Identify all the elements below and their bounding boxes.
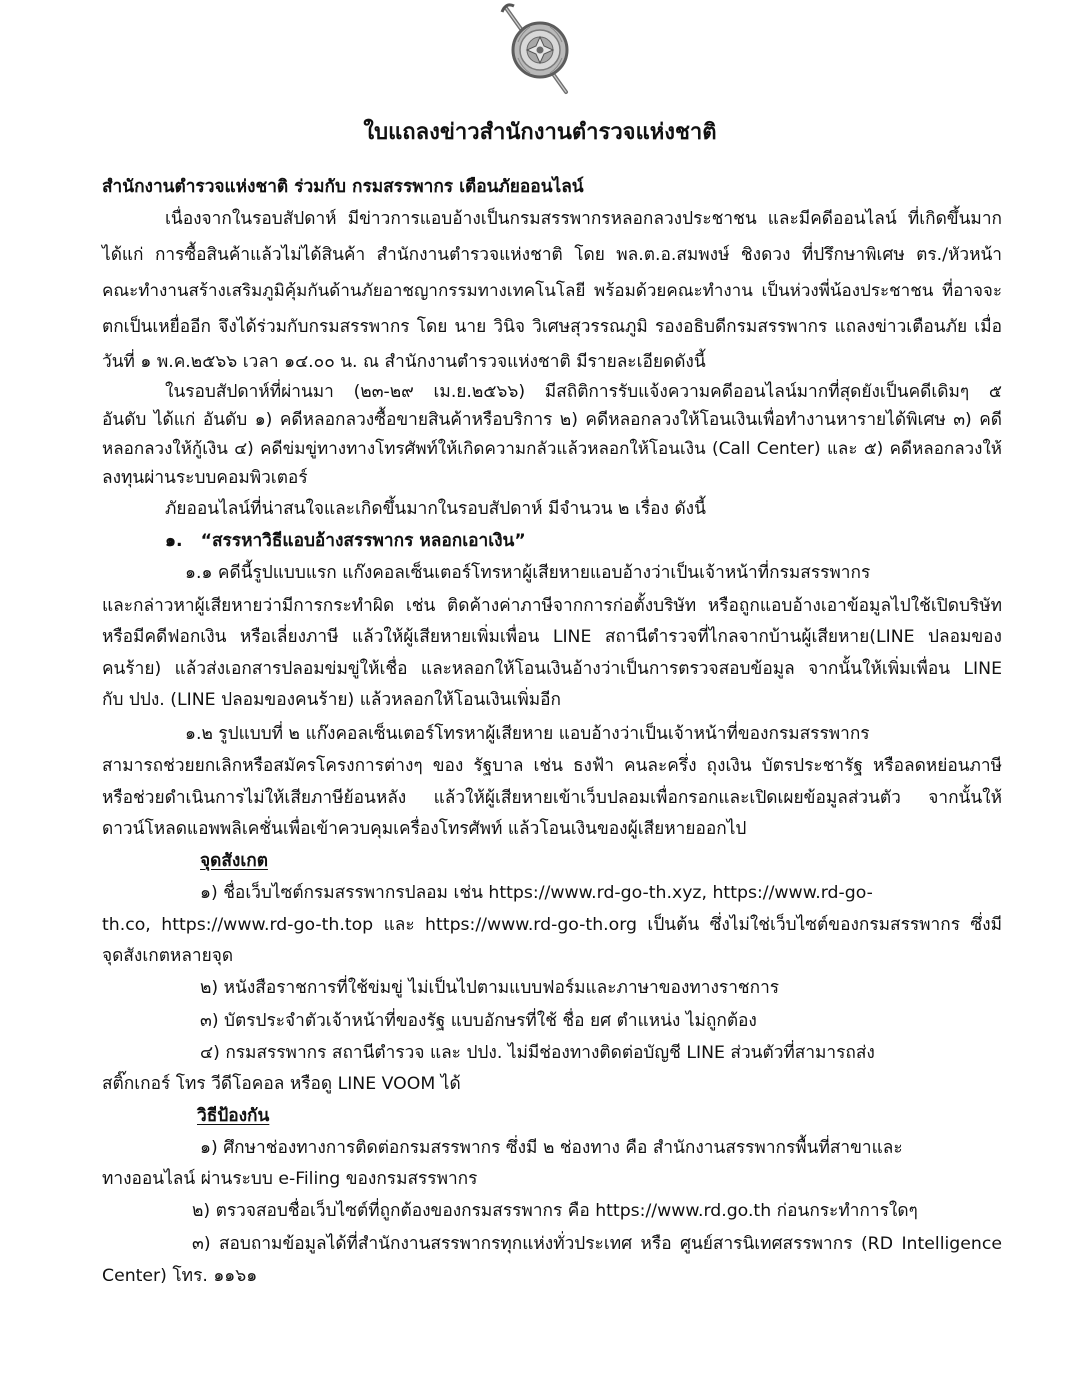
stats-line: อันดับ ได้แก่ อันดับ ๑) คดีหลอกลวงซื้อขายสินค้าหรือบริการ ๒) คดีหลอกลวงให้โอนเงินเพื่อทำงานหารายได้พิเศษ ๓) คดี (102, 410, 1002, 430)
headline: สำนักงานตำรวจแห่งชาติ ร่วมกับ กรมสรรพากร เตือนภัยออนไลน์ (102, 177, 584, 197)
case-2-line: ดาวน์โหลดแอพพลิเคชั่นเพื่อเข้าควบคุมเครื่องโทรศัพท์ แล้วโอนเงินของผู้เสียหายออกไป (102, 819, 747, 839)
stats-line: ลงทุนผ่านระบบคอมพิวเตอร์ (102, 468, 308, 488)
stats-line: หลอกลวงให้กู้เงิน ๔) คดีข่มขู่ทางทางโทรศัพท์ให้เกิดความกลัวแล้วหลอกให้โอนเงิน (Call Center) และ ๕) คดีหลอกลวงให้ (102, 439, 1002, 459)
case-1-line: และกล่าวหาผู้เสียหายว่ามีการกระทำผิด เช่น ติดค้างค่าภาษีจากการก่อตั้งบริษัท หรือถูกแอบอ้างเอาข้อมูลไปใช้เปิดบริษัท (102, 596, 1002, 616)
case-1-line: คนร้าย) แล้วส่งเอกสารปลอมข่มขู่ให้เชื่อ และหลอกให้โอนเงินอ้างว่าเป็นการตรวจสอบข้อมูล จากนั้นให้เพิ่มเพื่อน LINE (102, 659, 1002, 679)
section-1-number: ๑. (165, 531, 183, 551)
case-1-line: กับ ปปง. (LINE ปลอมของคนร้าย) แล้วหลอกให้โอนเงินเพิ่มอีก (102, 690, 562, 710)
case-1-line: ๑.๑ คดีนี้รูปแบบแรก แก๊งคอลเซ็นเตอร์โทรหาผู้เสียหายแอบอ้างว่าเป็นเจ้าหน้าที่กรมสรรพากร (185, 563, 871, 583)
prevention-item: ๓) สอบถามข้อมูลได้ที่สำนักงานสรรพากรทุกแห่งทั่วประเทศ หรือ ศูนย์สารนิเทศสรรพากร (RD Intelligence (192, 1234, 1002, 1254)
intro-line: คณะทำงานสร้างเสริมภูมิคุ้มกันด้านภัยอาชญากรรมทางเทคโนโลยี พร้อมด้วยคณะทำงาน เป็นห่วงพี่น้องประชาชน ที่อาจจะ (102, 281, 1002, 301)
observations-heading: จุดสังเกต (200, 851, 268, 871)
prevention-item: ๑) ศึกษาช่องทางการติดต่อกรมสรรพากร ซึ่งมี ๒ ช่องทาง คือ สำนักงานสรรพากรพื้นที่สาขาและ (200, 1138, 903, 1158)
observation-item: สติ๊กเกอร์ โทร วีดีโอคอล หรือดู LINE VOOM ได้ (102, 1074, 461, 1094)
case-2-line: สามารถช่วยยกเลิกหรือสมัครโครงการต่างๆ ของ รัฐบาล เช่น ธงฟ้า คนละครึ่ง ถุงเงิน บัตรประชารัฐ หรือลดหย่อนภาษี (102, 756, 1002, 776)
intro-line: เนื่องจากในรอบสัปดาห์ มีข่าวการแอบอ้างเป็นกรมสรรพากรหลอกลวงประชาชน และมีคดีออนไลน์ ที่เกิดขึ้นมาก (165, 209, 1002, 229)
section-1-heading (165, 530, 1065, 552)
intro-line: วันที่ ๑ พ.ค.๒๕๖๖ เวลา ๑๔.๐๐ น. ณ สำนักงานตำรวจแห่งชาติ มีรายละเอียดดังนี้ (102, 352, 706, 372)
case-1-line: หรือมีคดีฟอกเงิน หรือเลี่ยงภาษี แล้วให้ผู้เสียหายเพิ่มเพื่อน LINE สถานีตำรวจที่ไกลจากบ้านผู้เสียหาย(LINE ปลอมของ (102, 627, 1002, 647)
intro-line: ได้แก่ การซื้อสินค้าแล้วไม่ได้สินค้า สำนักงานตำรวจแห่งชาติ โดย พล.ต.อ.สมพงษ์ ชิงดวง ที่ปรึกษาพิเศษ ตร./หัวหน้า (102, 245, 1002, 265)
prevention-item: Center) โทร. ๑๑๖๑ (102, 1266, 258, 1286)
section-1-title: “สรรหาวิธีแอบอ้างสรรพากร หลอกเอาเงิน” (200, 531, 526, 551)
case-2-line: ๑.๒ รูปแบบที่ ๒ แก๊งคอลเซ็นเตอร์โทรหาผู้เสียหาย แอบอ้างว่าเป็นเจ้าหน้าที่ของกรมสรรพากร (185, 724, 870, 744)
observation-item: th.co, https://www.rd-go-th.top และ https://www.rd-go-th.org เป็นต้น ซึ่งไม่ใช่เว็บไซต์ของกรมสรรพากร ซึ่งมี (102, 915, 1002, 935)
intro-line: ตกเป็นเหยื่ออีก จึงได้ร่วมกับกรมสรรพากร โดย นาย วินิจ วิเศษสุวรรณภูมิ รองอธิบดีกรมสรรพากร แถลงข่าวเตือนภัย เมื่อ (102, 317, 1002, 337)
stats-line: ในรอบสัปดาห์ที่ผ่านมา (๒๓-๒๙ เม.ย.๒๕๖๖) มีสถิติการรับแจ้งความคดีออนไลน์มากที่สุดยังเป็นคดีเดิมๆ ๕ (165, 382, 1002, 402)
observation-item: ๔) กรมสรรพากร สถานีตำรวจ และ ปปง. ไม่มีช่องทางติดต่อบัญชี LINE ส่วนตัวที่สามารถส่ง (200, 1043, 875, 1063)
observation-item: ๒) หนังสือราชการที่ใช้ข่มขู่ ไม่เป็นไปตามแบบฟอร์มและภาษาของทางราชการ (200, 978, 780, 998)
observation-item: ๓) บัตรประจำตัวเจ้าหน้าที่ของรัฐ แบบอักษรที่ใช้ ชื่อ ยศ ตำแหน่ง ไม่ถูกต้อง (200, 1011, 757, 1031)
observation-item: ๑) ชื่อเว็บไซต์กรมสรรพากรปลอม เช่น https://www.rd-go-th.xyz, https://www.rd-go- (200, 883, 873, 903)
royal-thai-police-emblem-icon (500, 2, 580, 96)
threats-intro: ภัยออนไลน์ที่น่าสนใจและเกิดขึ้นมากในรอบสัปดาห์ มีจำนวน ๒ เรื่อง ดังนี้ (165, 499, 706, 519)
case-2-line: หรือช่วยดำเนินการไม่ให้เสียภาษีย้อนหลัง แล้วให้ผู้เสียหายเข้าเว็บปลอมเพื่อกรอกและเปิดเผยข้อมูลส่วนตัว จากนั้นให้ (102, 788, 1002, 808)
document-title: ใบแถลงข่าวสำนักงานตำรวจแห่งชาติ (363, 120, 717, 145)
prevention-heading: วิธีป้องกัน (197, 1106, 270, 1126)
prevention-item: ๒) ตรวจสอบชื่อเว็บไซต์ที่ถูกต้องของกรมสรรพากร คือ https://www.rd.go.th ก่อนกระทำการใดๆ (192, 1201, 918, 1221)
prevention-item: ทางออนไลน์ ผ่านระบบ e-Filing ของกรมสรรพากร (102, 1169, 478, 1189)
observation-item: จุดสังเกตหลายจุด (102, 946, 234, 966)
